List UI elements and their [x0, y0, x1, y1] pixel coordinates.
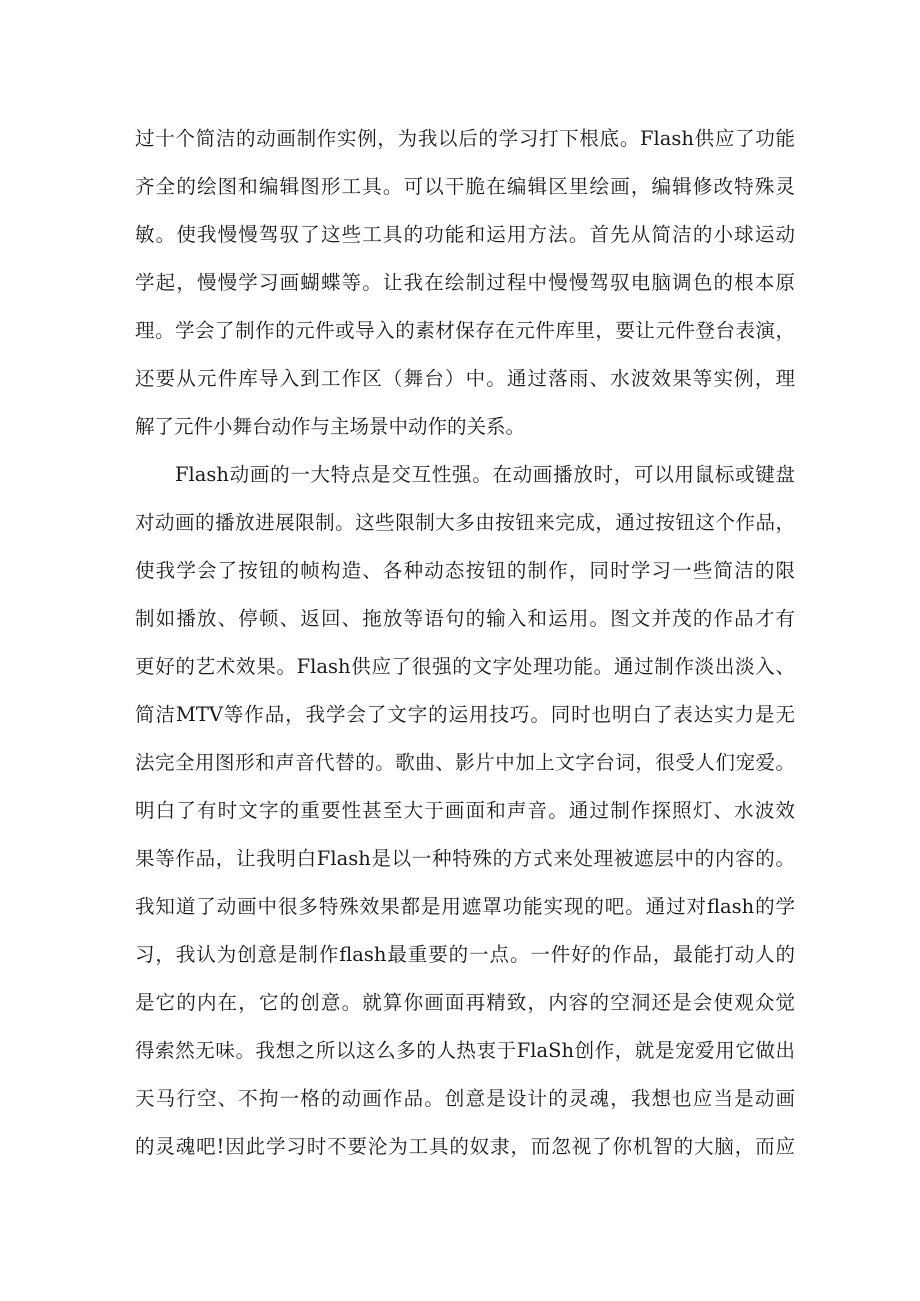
text-line: 齐全的绘图和编辑图形工具。可以干脆在编辑区里绘画，编辑修改特殊灵 [135, 175, 795, 198]
text-line: 还要从元件库导入到工作区（舞台）中。通过落雨、水波效果等实例，理 [135, 367, 795, 390]
text-line: 制如播放、停顿、返回、拖放等语句的输入和运用。图文并茂的作品才有 [135, 607, 795, 630]
text-line: 果等作品，让我明白Flash是以一种特殊的方式来处理被遮层中的内容的。 [135, 847, 795, 870]
text-line-last: 解了元件小舞台动作与主场景中动作的关系。 [135, 415, 526, 438]
text-line: 是它的内在，它的创意。就算你画面再精致，内容的空洞还是会使观众觉 [135, 991, 795, 1014]
text-line: 学起，慢慢学习画蝴蝶等。让我在绘制过程中慢慢驾驭电脑调色的根本原 [135, 271, 795, 294]
text-line: 简洁MTV等作品，我学会了文字的运用技巧。同时也明白了表达实力是无 [135, 703, 795, 726]
text-line: 过十个简洁的动画制作实例，为我以后的学习打下根底。Flash供应了功能 [135, 127, 795, 150]
text-line-first: Flash动画的一大特点是交互性强。在动画播放时，可以用鼠标或键盘 [175, 463, 795, 486]
text-line: 我知道了动画中很多特殊效果都是用遮罩功能实现的吧。通过对flash的学 [135, 895, 795, 918]
text-line: 的灵魂吧!因此学习时不要沦为工具的奴隶，而忽视了你机智的大脑，而应 [135, 1135, 795, 1158]
text-line: 使我学会了按钮的帧构造、各种动态按钮的制作，同时学习一些简洁的限 [135, 559, 795, 582]
text-line: 法完全用图形和声音代替的。歌曲、影片中加上文字台词，很受人们宠爱。 [135, 751, 795, 774]
text-line: 习，我认为创意是制作flash最重要的一点。一件好的作品，最能打动人的 [135, 943, 795, 966]
text-line: 明白了有时文字的重要性甚至大于画面和声音。通过制作探照灯、水波效 [135, 799, 795, 822]
text-line: 更好的艺术效果。Flash供应了很强的文字处理功能。通过制作淡出淡入、 [135, 655, 795, 678]
paragraph-1 [135, 115, 795, 451]
text-line: 对动画的播放进展限制。这些限制大多由按钮来完成，通过按钮这个作品， [135, 511, 795, 534]
text-line: 天马行空、不拘一格的动画作品。创意是设计的灵魂，我想也应当是动画 [135, 1087, 795, 1110]
paragraph-2 [135, 451, 795, 1171]
text-line: 得索然无味。我想之所以这么多的人热衷于FlaSh创作，就是宠爱用它做出 [135, 1039, 795, 1062]
text-line: 理。学会了制作的元件或导入的素材保存在元件库里，要让元件登台表演， [135, 319, 795, 342]
text-line: 敏。使我慢慢驾驭了这些工具的功能和运用方法。首先从简洁的小球运动 [135, 223, 795, 246]
